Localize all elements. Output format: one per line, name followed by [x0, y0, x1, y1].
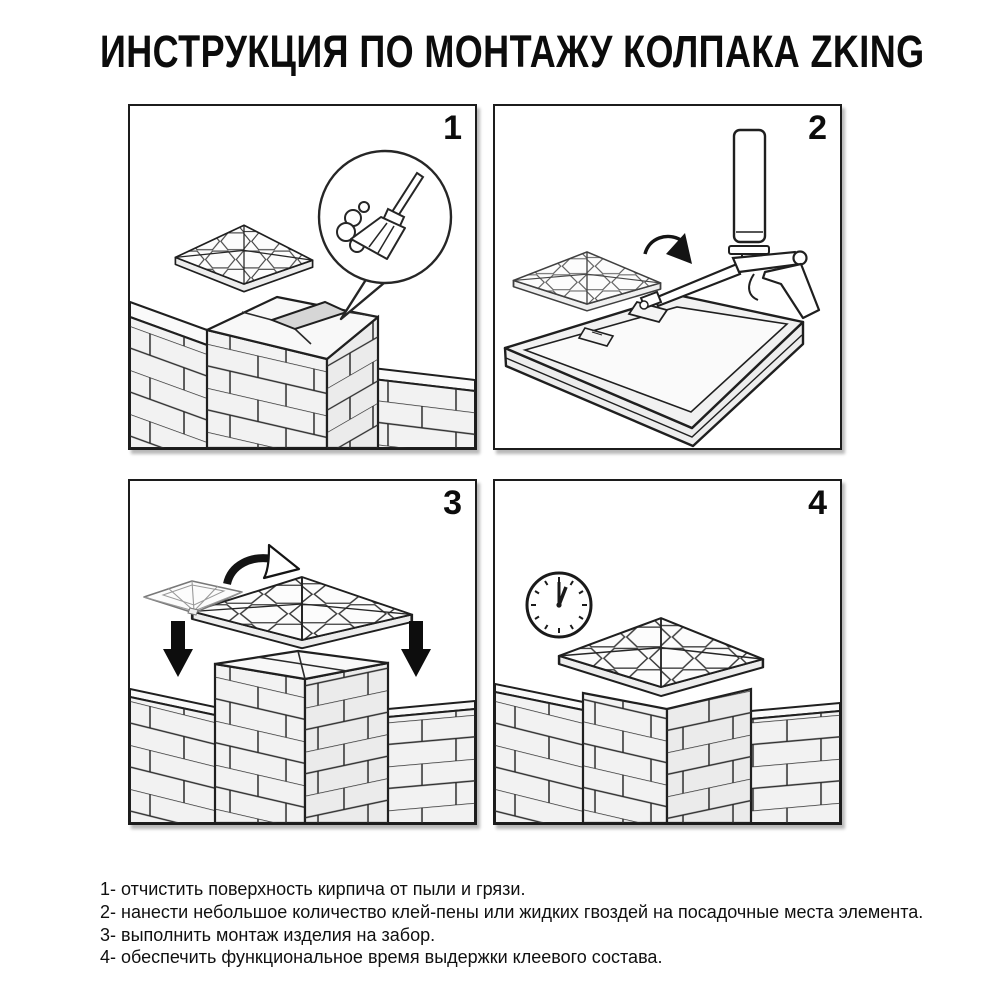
brick-pillar	[215, 651, 388, 823]
flip-arrow-icon	[645, 233, 692, 264]
pillar-cap	[175, 225, 312, 292]
panel-number: 4	[808, 484, 827, 522]
brick-wall-left	[130, 689, 215, 823]
page-title: ИНСТРУКЦИЯ ПО МОНТАЖУ КОЛПАКА ZKING	[100, 26, 925, 77]
instruction-line-2: 2- нанести небольшое количество клей-пены или жидких гвоздей на посадочные места элемента.	[100, 901, 924, 922]
brick-wall-left	[495, 684, 583, 823]
instruction-line-1: 1- отчистить поверхность кирпича от пыли и грязи.	[100, 879, 526, 899]
panel-number: 2	[808, 109, 827, 147]
brick-pillar	[583, 689, 751, 823]
foam-gun-icon	[640, 130, 819, 318]
brick-wall-left	[130, 302, 207, 448]
down-arrow-icon	[163, 621, 193, 677]
panel-3-illustration	[130, 481, 475, 823]
panel-step-3	[128, 479, 477, 825]
foam-canister	[729, 130, 769, 261]
brick-wall-right	[751, 703, 840, 823]
panel-2-illustration	[495, 106, 840, 448]
gun-grip	[763, 264, 819, 318]
panel-1-illustration	[130, 106, 475, 448]
clock-icon	[527, 573, 591, 637]
panel-step-4	[493, 479, 842, 825]
gun-trigger	[749, 274, 758, 300]
brick-pillar-open-top	[207, 297, 378, 448]
flip-arrow-icon	[227, 545, 299, 584]
instruction-list	[100, 878, 923, 969]
panel-4-illustration	[495, 481, 840, 823]
pillar-cap	[559, 618, 763, 696]
panel-step-1	[128, 104, 477, 450]
panel-number: 3	[443, 484, 462, 522]
gun-knob	[794, 252, 807, 265]
foam-bead	[640, 301, 648, 309]
instruction-line-3: 3- выполнить монтаж изделия на забор.	[100, 924, 436, 945]
instruction-line-4: 4- обеспечить функциональное время выдержки клеевого состава.	[100, 947, 663, 968]
cap-underside-tray	[505, 295, 803, 446]
brick-wall-right	[388, 701, 475, 823]
panel-step-2	[493, 104, 842, 450]
down-arrow-icon	[401, 621, 431, 677]
panel-number: 1	[443, 109, 462, 147]
